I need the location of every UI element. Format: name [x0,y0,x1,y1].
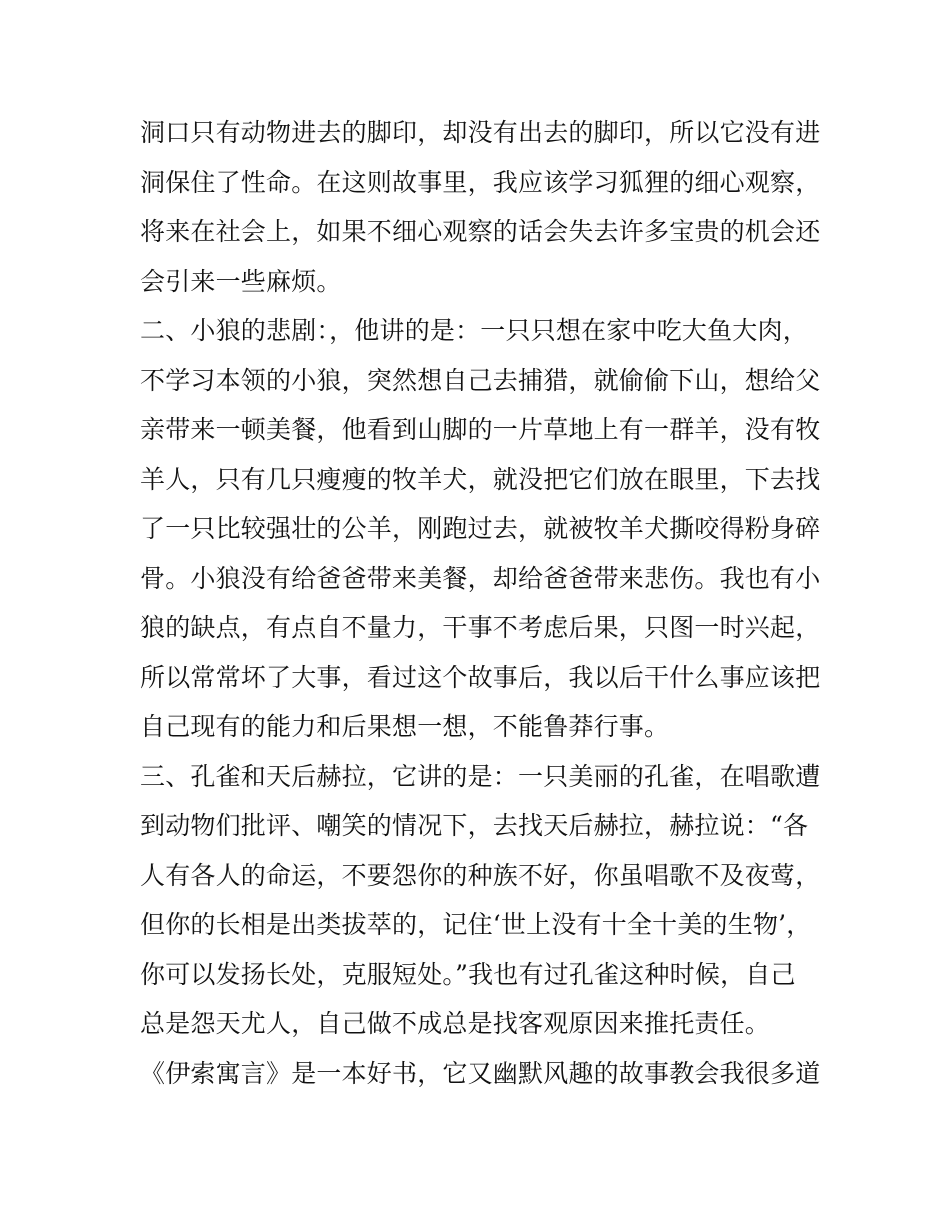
text-line: 不学习本领的小狼，突然想自己去捕猎，就偷偷下山，想给父 [140,365,821,395]
text-line: 会引来一些麻烦。 [140,266,342,296]
text-line: 骨。小狼没有给爸爸带来美餐，却给爸爸带来悲伤。我也有小 [140,563,821,593]
text-line: 《伊索寓言》是一本好书，它又幽默风趣的故事教会我很多道 [140,1058,821,1088]
text-line: 将来在社会上，如果不细心观察的话会失去许多宝贵的机会还 [140,217,821,246]
text-line: 二、小狼的悲剧：，他讲的是：一只只想在家中吃大鱼大肉， [140,316,808,345]
text-line: 狼的缺点，有点自不量力，干事不考虑后果，只图一时兴起， [140,613,821,642]
text-line: 自己现有的能力和后果想一想，不能鲁莽行事。 [140,712,670,741]
text-line: 了一只比较强壮的公羊，刚跑过去，就被牧羊犬撕咬得粉身碎 [140,514,821,543]
text-line: 羊人，只有几只瘦瘦的牧羊犬，就没把它们放在眼里，下去找 [140,464,821,494]
text-line: 所以常常坏了大事，看过这个故事后，我以后干什么事应该把 [140,662,821,692]
text-line: 三、孔雀和天后赫拉，它讲的是：一只美丽的孔雀，在唱歌遭 [140,761,821,791]
text-line: 总是怨天尤人，自己做不成总是找客观原因来推托责任。 [140,1009,771,1038]
text-line: 到动物们批评、嘲笑的情况下，去找天后赫拉，赫拉说：“各 [140,811,809,840]
text-line: 但你的长相是出类拔萃的，记住‘世上没有十全十美的生物’， [140,910,812,939]
body-text [140,108,820,1098]
text-line: 洞保住了性命。在这则故事里，我应该学习狐狸的细心观察， [140,167,821,197]
text-line: 洞口只有动物进去的脚印，却没有出去的脚印，所以它没有进 [140,118,821,147]
text-line: 你可以发扬长处，克服短处。”我也有过孔雀这种时候，自己 [140,959,796,989]
text-line: 人有各人的命运，不要怨你的种族不好，你虽唱歌不及夜莺， [140,860,821,890]
text-line: 亲带来一顿美餐，他看到山脚的一片草地上有一群羊，没有牧 [140,415,821,444]
